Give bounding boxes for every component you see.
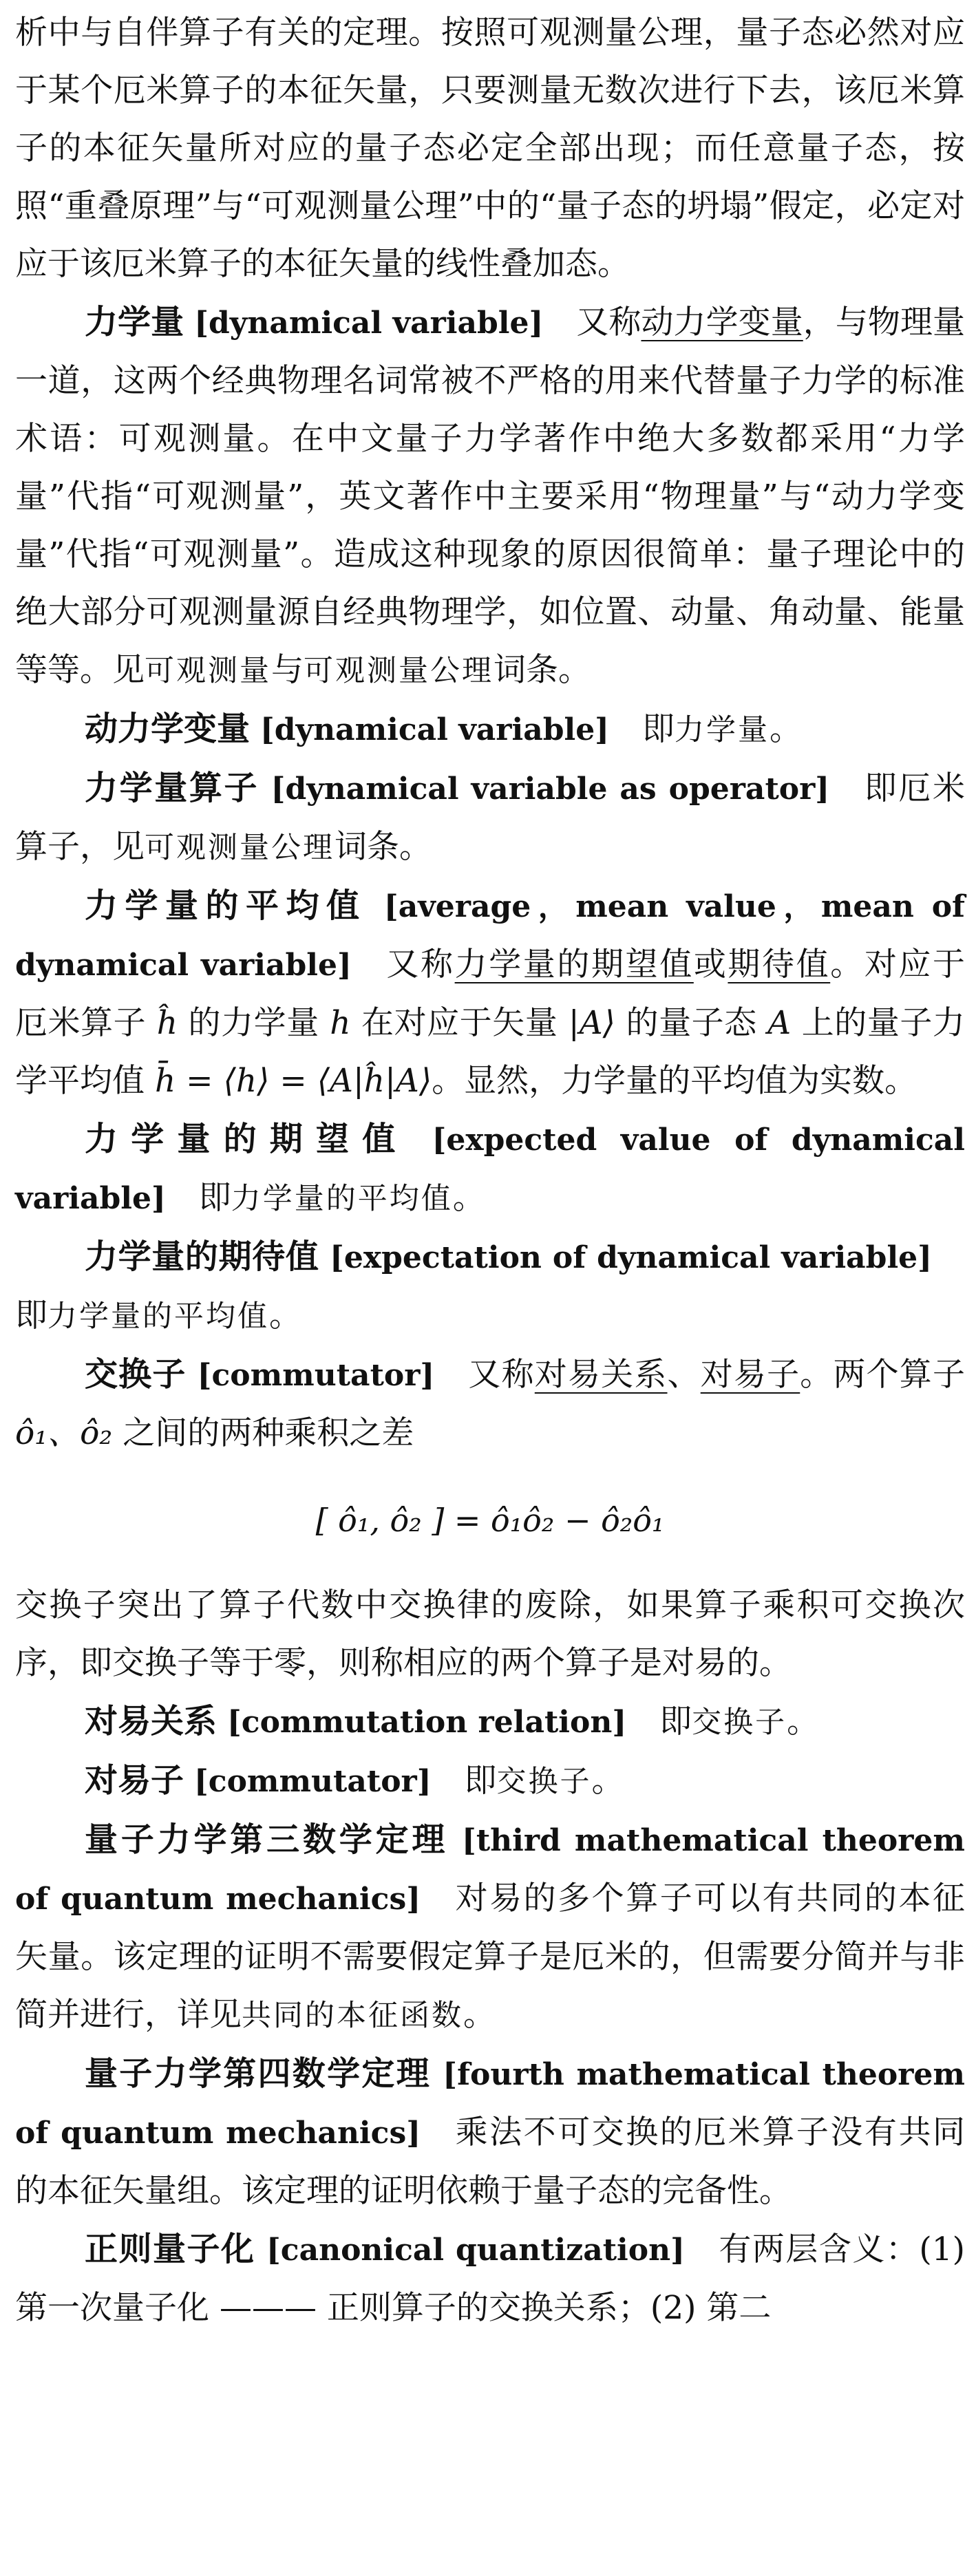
math-inline: |A⟩ bbox=[568, 1004, 616, 1042]
entry-text: 词条。 bbox=[494, 651, 591, 689]
entry-text: 。 bbox=[591, 1762, 624, 1800]
entry-text: 即厄米算子，见 bbox=[15, 769, 965, 866]
entry-text: 的量子态 bbox=[626, 1004, 757, 1042]
entry-english: [average，mean value，mean of dynamical variable] bbox=[15, 889, 965, 983]
entry-term: 交换子 bbox=[85, 1355, 187, 1394]
entry-term: 正则量子化 bbox=[85, 2230, 255, 2268]
entry-term: 动力学变量 bbox=[85, 710, 251, 748]
entry-text: 又称 bbox=[467, 1356, 535, 1394]
entry-text: 乘法不可交换的厄米算子没有共同的本征矢量组。该定理的证明依赖于量子态的完备性。 bbox=[15, 2114, 965, 2210]
entry-term: 力学量的平均值 bbox=[85, 886, 367, 925]
entry-text: 。两个算子 bbox=[800, 1356, 965, 1394]
entry-english: [commutator] bbox=[197, 1358, 435, 1393]
cross-reference-term: 力学量的平均值 bbox=[47, 1299, 269, 1334]
math-inline: h bbox=[330, 1004, 351, 1042]
math-inline: ô₁、ô₂ bbox=[15, 1414, 113, 1452]
cross-reference-term: 交换子 bbox=[692, 1705, 787, 1740]
entry-dynamical-variable-operator bbox=[15, 759, 965, 877]
entry-term: 对易关系 bbox=[85, 1702, 218, 1741]
entry-english: [expected value of dynamical variable] bbox=[15, 1122, 965, 1216]
intro-paragraph: 析中与自伴算子有关的定理。按照可观测量公理，量子态必然对应于某个厄米算子的本征矢量，只要测量无数次进行下去，该厄米算子的本征矢量所对应的量子态必定全部出现；而任意量子态，按照“重叠原理”与“可观测量公理”中的“量子态的坍塌”假定，必定对应于该厄米算子的本征矢量的线性叠加态。 bbox=[15, 14, 965, 283]
entry-term: 力学量算子 bbox=[85, 769, 259, 807]
math-inline: ĥ bbox=[156, 1004, 178, 1042]
entry-english: [fourth mathematical theorem of quantum mechanics] bbox=[15, 2057, 965, 2151]
entry-text: 。 bbox=[452, 1179, 485, 1217]
entry-text: 上的量子力学平均值 bbox=[15, 1004, 965, 1100]
cross-reference-link[interactable]: 期待值 bbox=[728, 946, 831, 983]
entry-text: 之间的两种乘积之差 bbox=[123, 1414, 414, 1452]
entry-term: 力学量 bbox=[85, 303, 184, 341]
entry-mean-value bbox=[15, 877, 965, 1110]
entry-text: 在对应于矢量 bbox=[361, 1004, 558, 1042]
entry-canonical-quantization bbox=[15, 2220, 965, 2337]
entry-fourth-theorem bbox=[15, 2045, 965, 2220]
math-inline: A bbox=[767, 1004, 792, 1042]
cross-reference-link[interactable]: 动力学变量 bbox=[641, 304, 803, 341]
entry-text: 与 bbox=[271, 651, 304, 689]
entry-english: [third mathematical theorem of quantum mechanics] bbox=[15, 1823, 965, 1917]
cross-reference-term: 共同的本征函数 bbox=[242, 1999, 463, 2033]
entry-text: 对易的多个算子可以有共同的本征矢量。该定理的证明不需要假定算子是厄米的，但需要分简并与非简并进行，详见 bbox=[15, 1880, 965, 2034]
entry-commutator-alt bbox=[15, 1752, 965, 1811]
entry-text: 又称 bbox=[576, 304, 641, 341]
entry-english: [expectation of dynamical variable] bbox=[330, 1240, 932, 1275]
entry-text: 又称 bbox=[384, 946, 455, 983]
entry-dynamical-variable-alt bbox=[15, 700, 965, 759]
entry-text: 词条。 bbox=[335, 828, 432, 866]
entry-term: 对易子 bbox=[85, 1761, 184, 1800]
entry-text: 。 bbox=[787, 1703, 820, 1741]
cross-reference-term: 力学量的平均值 bbox=[231, 1182, 453, 1216]
entry-commutator bbox=[15, 1345, 965, 1462]
entry-english: [canonical quantization] bbox=[266, 2233, 685, 2268]
entry-english: [commutation relation] bbox=[226, 1705, 627, 1740]
entry-english: [dynamical variable as operator] bbox=[270, 771, 830, 807]
commutator-equation: [ ô₁, ô₂ ] = ô₁ô₂ − ô₂ô₁ bbox=[315, 1502, 665, 1539]
entry-text: 即 bbox=[659, 1703, 692, 1741]
cross-reference-term: 力学量 bbox=[675, 713, 770, 747]
entry-text: 即 bbox=[15, 1297, 47, 1334]
entry-text: 。 bbox=[269, 1297, 301, 1334]
entry-commutation-relation bbox=[15, 1692, 965, 1752]
entry-text: 即 bbox=[464, 1762, 497, 1800]
cross-reference-term: 可观测量 bbox=[145, 654, 271, 688]
entry-expected-value bbox=[15, 1110, 965, 1228]
entry-third-theorem bbox=[15, 1811, 965, 2045]
cross-reference-link[interactable]: 对易子 bbox=[700, 1356, 800, 1394]
entry-text: 或 bbox=[693, 946, 728, 983]
entry-text: 。 bbox=[770, 710, 802, 748]
entry-english: [commutator] bbox=[193, 1764, 432, 1799]
entry-text: 、 bbox=[667, 1356, 701, 1394]
cross-reference-link[interactable]: 力学量的期望值 bbox=[454, 946, 694, 983]
cross-reference-term: 交换子 bbox=[496, 1765, 592, 1799]
cross-reference-term: 可观测量公理 bbox=[145, 831, 335, 865]
entry-text: 。 bbox=[463, 1996, 496, 2034]
entry-term: 量子力学第四数学定理 bbox=[85, 2054, 432, 2093]
entry-english: [dynamical variable] bbox=[194, 306, 544, 341]
entry-text: 。对应于厄米算子 bbox=[15, 946, 966, 1042]
entry-term: 量子力学第三数学定理 bbox=[85, 1820, 449, 1859]
entry-text: ，与物理量一道，这两个经典物理名词常被不严格的用来代替量子力学的标准术语：可观测量。在中文量子力学著作中绝大多数都采用“力学量”代指“可观测量”，英文著作中主要采用“物理量”与“动力学变量”代指“可观测量”。造成这种现象的原因很简单：量子理论中的绝大部分可观测量源自经典物理学，如位置、动量、角动量、能量等等。见 bbox=[15, 304, 966, 689]
commutator-explanation: 交换子突出了算子代数中交换律的废除，如果算子乘积可交换次序，即交换子等于零，则称相应的两个算子是对易的。 bbox=[15, 1586, 965, 1682]
entry-text: 。显然，力学量的平均值为实数。 bbox=[432, 1062, 917, 1100]
entry-expectation bbox=[15, 1228, 965, 1345]
math-inline: h̄ = ⟨h⟩ = ⟨A|ĥ|A⟩ bbox=[154, 1062, 432, 1100]
entry-english: [dynamical variable] bbox=[259, 712, 609, 747]
entry-text: 的力学量 bbox=[188, 1004, 319, 1042]
entry-term: 力学量的期望值 bbox=[85, 1120, 409, 1158]
cross-reference-link[interactable]: 对易关系 bbox=[534, 1356, 668, 1394]
entry-term: 力学量的期待值 bbox=[85, 1237, 319, 1276]
entry-text: 即 bbox=[642, 710, 675, 748]
entry-text: 有两层含义：(1) 第一次量子化 ——— 正则算子的交换关系；(2) 第二 bbox=[15, 2231, 965, 2327]
entry-text: 即 bbox=[198, 1179, 231, 1217]
cross-reference-term: 可观测量公理 bbox=[304, 654, 494, 688]
entry-dynamical-variable bbox=[15, 293, 965, 700]
